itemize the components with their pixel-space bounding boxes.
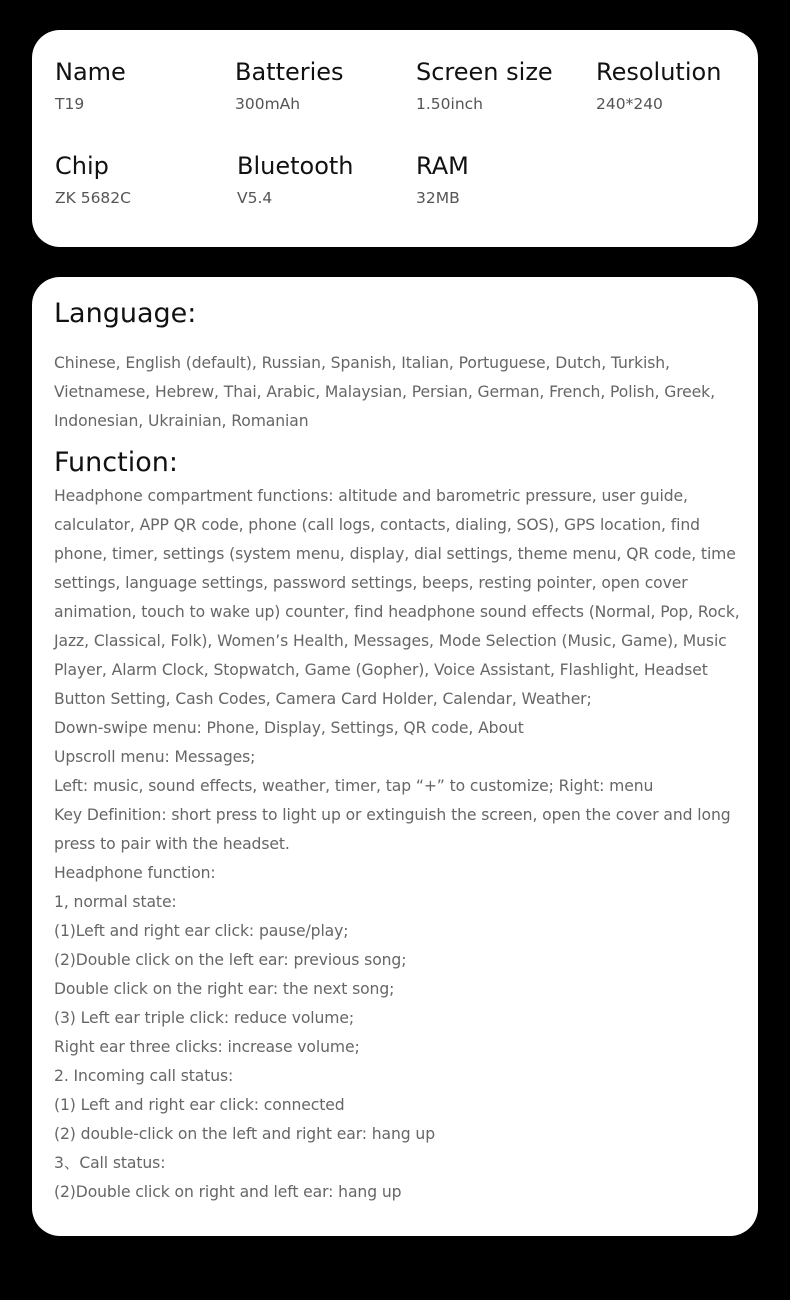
spec-label: Name	[55, 58, 126, 86]
function-line: calculator, APP QR code, phone (call logs, contacts, dialing, SOS), GPS location, find	[54, 516, 700, 534]
function-line: (2)Double click on the left ear: previous song;	[54, 951, 407, 969]
spec-label: Chip	[55, 152, 109, 180]
function-line: press to pair with the headset.	[54, 835, 290, 853]
spec-value: V5.4	[237, 189, 273, 207]
function-line: (1) Left and right ear click: connected	[54, 1096, 345, 1114]
function-line: Headphone function:	[54, 864, 216, 882]
spec-label: Resolution	[596, 58, 722, 86]
spec-name	[55, 58, 126, 114]
function-line: Right ear three clicks: increase volume;	[54, 1038, 360, 1056]
spec-value: 300mAh	[235, 95, 301, 113]
spec-screen-size	[416, 58, 553, 114]
spec-value: 1.50inch	[416, 95, 483, 113]
spec-batteries	[235, 58, 344, 114]
function-list	[54, 482, 738, 1207]
language-title: Language:	[54, 298, 197, 329]
spec-chip	[55, 152, 131, 208]
spec-value: 240*240	[596, 95, 663, 113]
function-line: Button Setting, Cash Codes, Camera Card Holder, Calendar, Weather;	[54, 690, 592, 708]
spec-value: ZK 5682C	[55, 189, 131, 207]
language-list: Chinese, English (default), Russian, Spanish, Italian, Portuguese, Dutch, Turkish, Vietnamese, Hebrew, Thai, Arabic, Malaysian, Persian, German, French, Polish, Greek, Indonesian, Ukrainian, Romanian	[54, 354, 715, 430]
spec-label: Screen size	[416, 58, 553, 86]
function-line: Jazz, Classical, Folk), Women’s Health, Messages, Mode Selection (Music, Game), Music	[54, 632, 727, 650]
function-line: Double click on the right ear: the next song;	[54, 980, 395, 998]
function-line: Key Definition: short press to light up or extinguish the screen, open the cover and long	[54, 806, 731, 824]
spec-resolution	[596, 58, 721, 114]
function-line: (2) double-click on the left and right ear: hang up	[54, 1125, 436, 1143]
function-line: 2. Incoming call status:	[54, 1067, 234, 1085]
info-card	[32, 277, 758, 1236]
function-line: Upscroll menu: Messages;	[54, 748, 256, 766]
spec-card	[32, 30, 758, 247]
spec-label: RAM	[416, 152, 469, 180]
function-line: Player, Alarm Clock, Stopwatch, Game (Gopher), Voice Assistant, Flashlight, Headset	[54, 661, 708, 679]
function-line: 1, normal state:	[54, 893, 177, 911]
function-line: phone, timer, settings (system menu, display, dial settings, theme menu, QR code, time	[54, 545, 736, 563]
function-line: 3、Call status:	[54, 1154, 166, 1172]
function-line: (3) Left ear triple click: reduce volume;	[54, 1009, 355, 1027]
function-title: Function:	[54, 447, 178, 478]
spec-label: Bluetooth	[237, 152, 354, 180]
function-line: animation, touch to wake up) counter, find headphone sound effects (Normal, Pop, Rock,	[54, 603, 740, 621]
function-line: (1)Left and right ear click: pause/play;	[54, 922, 349, 940]
spec-bluetooth	[237, 152, 354, 208]
function-line: Left: music, sound effects, weather, timer, tap “+” to customize; Right: menu	[54, 777, 654, 795]
spec-label: Batteries	[235, 58, 344, 86]
spec-value: 32MB	[416, 189, 460, 207]
spec-ram	[416, 152, 469, 208]
function-line: Headphone compartment functions: altitude and barometric pressure, user guide,	[54, 487, 688, 505]
function-line: (2)Double click on right and left ear: hang up	[54, 1183, 402, 1201]
function-line: settings, language settings, password settings, beeps, resting pointer, open cover	[54, 574, 688, 592]
function-line: Down-swipe menu: Phone, Display, Settings, QR code, About	[54, 719, 524, 737]
spec-value: T19	[55, 95, 85, 113]
